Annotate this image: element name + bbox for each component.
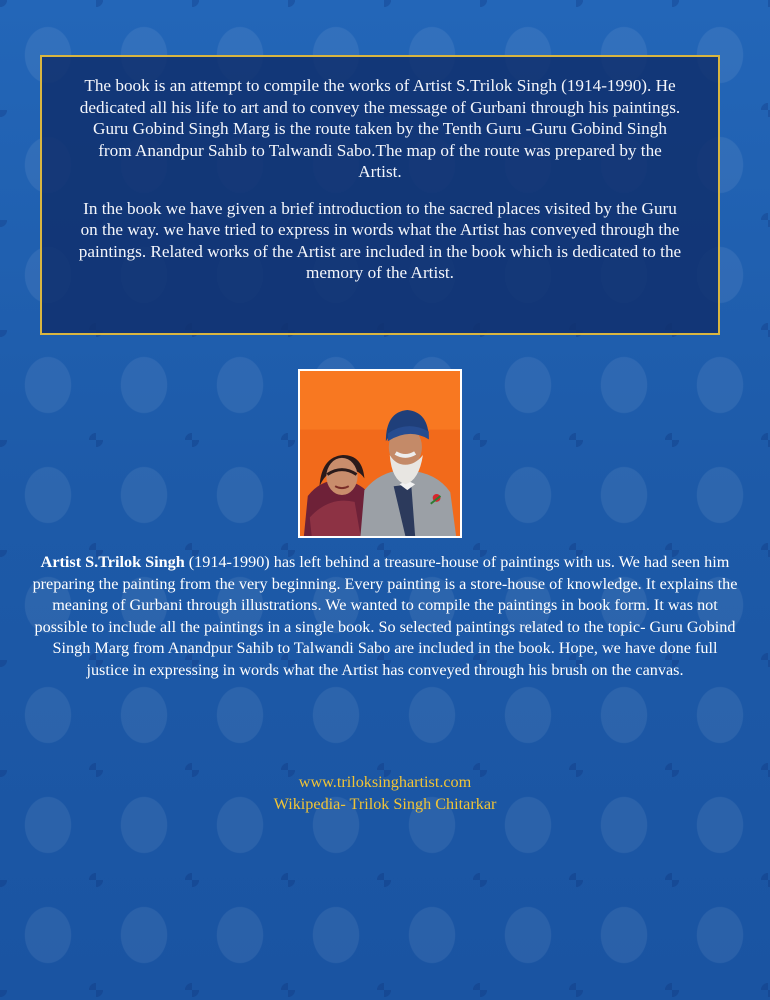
author-photo	[298, 369, 462, 538]
website-link[interactable]: www.triloksinghartist.com	[298, 773, 472, 791]
intro-box	[40, 55, 720, 335]
bio-text: (1914-1990) has left behind a treasure-house of paintings with us. We had seen him preparing the painting from the very beginning. Every painting is a store-house of knowledge. It explains the meaning of Gurbani through illustrations. We wanted to compile the paintings in book form. It was not possible to include all the paintings in a single book. So selected paintings related to the topic- Guru Gobind Singh Marg from Anandpur Sahib to Talwandi Sabo are included in the book. Hope, we have done full justice in expressing in words what the Artist has conveyed through his brush on the canvas.	[32, 553, 738, 679]
intro-paragraph-1: The book is an attempt to compile the works of Artist S.Trilok Singh (1914-1990). He dedicated all his life to art and to convey the message of Gurbani through his paintings. Guru Gobind Singh Marg is the route taken by the Tenth Guru -Guru Gobind Singh from Anandpur Sahib to Talwandi Sabo.The map of the route was prepared by the Artist.	[79, 76, 681, 181]
intro-paragraph-2: In the book we have given a brief introduction to the sacred places visited by the Guru on the way. we have tried to express in words what the Artist has conveyed through the paintings. Related works of the Artist are included in the book which is dedicated to the memory of the Artist.	[78, 198, 682, 282]
links-block	[0, 772, 770, 815]
wikipedia-reference: Wikipedia- Trilok Singh Chitarkar	[273, 794, 497, 813]
bio-paragraph	[30, 552, 740, 682]
artist-name: Artist S.Trilok Singh	[40, 553, 185, 571]
